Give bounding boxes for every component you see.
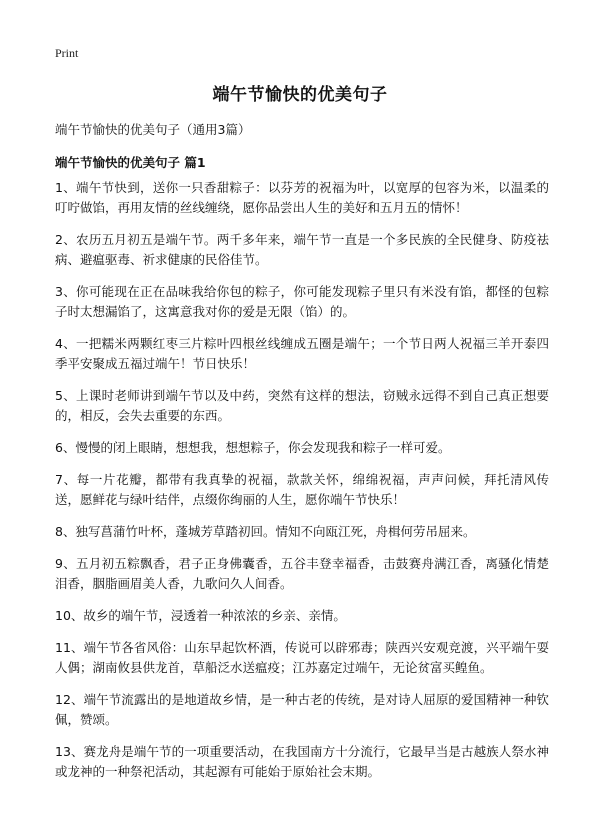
paragraph: 5、上课时老师讲到端午节以及中药，突然有这样的想法，窃贼永远得不到自己真正想要的，相反，会失去重要的东西。 (55, 388, 549, 423)
paragraph: 6、慢慢的闭上眼睛，想想我，想想粽子，你会发现我和粽子一样可爱。 (55, 440, 451, 455)
page-title: 端午节愉快的优美句子 (212, 85, 388, 105)
paragraph: 8、独写菖蒲竹叶杯，蓬城芳草踏初回。情知不向瓯江死，舟楫何劳吊屈来。 (55, 524, 476, 539)
paragraph: 1、端午节快到，送你一只香甜粽子：以芬芳的祝福为叶，以宽厚的包容为米，以温柔的叮咛做馅，再用友情的丝线缠绕，愿你品尝出人生的美好和五月五的情怀！ (55, 180, 549, 215)
paragraph: 11、端午节各省风俗：山东早起饮杯酒，传说可以辟邪毒；陕西兴安观竞渡，兴平端午耍人偶；湖南攸县供龙首，草船泛水送瘟疫；江苏嘉定过端午，无论贫富买鳇鱼。 (55, 640, 549, 675)
paragraph: 2、农历五月初五是端午节。两千多年来，端午节一直是一个多民族的全民健身、防疫祛病、避瘟驱毒、祈求健康的民俗佳节。 (55, 232, 549, 267)
paragraph-list (55, 178, 549, 794)
print-link[interactable]: Print (55, 46, 79, 60)
section-heading: 端午节愉快的优美句子 篇1 (55, 155, 206, 170)
paragraph: 4、一把糯米两颗红枣三片粽叶四根丝线缠成五圈是端午；一个节日两人祝福三羊开泰四季平安聚成五福过端午！节日快乐！ (55, 336, 549, 371)
paragraph: 9、五月初五粽飘香，君子正身佛囊香，五谷丰登幸福香，击鼓赛舟满江香，离骚化情楚泪香，胭脂画眉美人香，九歌问久人间香。 (55, 556, 549, 591)
paragraph: 10、故乡的端午节，浸透着一种浓浓的乡亲、亲情。 (55, 608, 346, 623)
document-subtitle: 端午节愉快的优美句子（通用3篇） (55, 122, 251, 137)
paragraph: 3、你可能现在正在品味我给你包的粽子，你可能发现粽子里只有米没有馅，都怪的包粽子时太想漏馅了，这寓意我对你的爱是无限（馅）的。 (55, 284, 549, 319)
paragraph: 12、端午节流露出的是地道故乡情，是一种古老的传统，是对诗人屈原的爱国精神一种钦佩，赞颂。 (55, 692, 549, 727)
paragraph: 7、每一片花瓣，都带有我真挚的祝福，款款关怀，绵绵祝福，声声问候，拜托清风传送，愿鲜花与绿叶结伴，点缀你绚丽的人生，愿你端午节快乐！ (55, 472, 549, 507)
paragraph: 13、赛龙舟是端午节的一项重要活动，在我国南方十分流行，它最早当是古越族人祭水神或龙神的一种祭祀活动，其起源有可能始于原始社会末期。 (55, 744, 549, 779)
